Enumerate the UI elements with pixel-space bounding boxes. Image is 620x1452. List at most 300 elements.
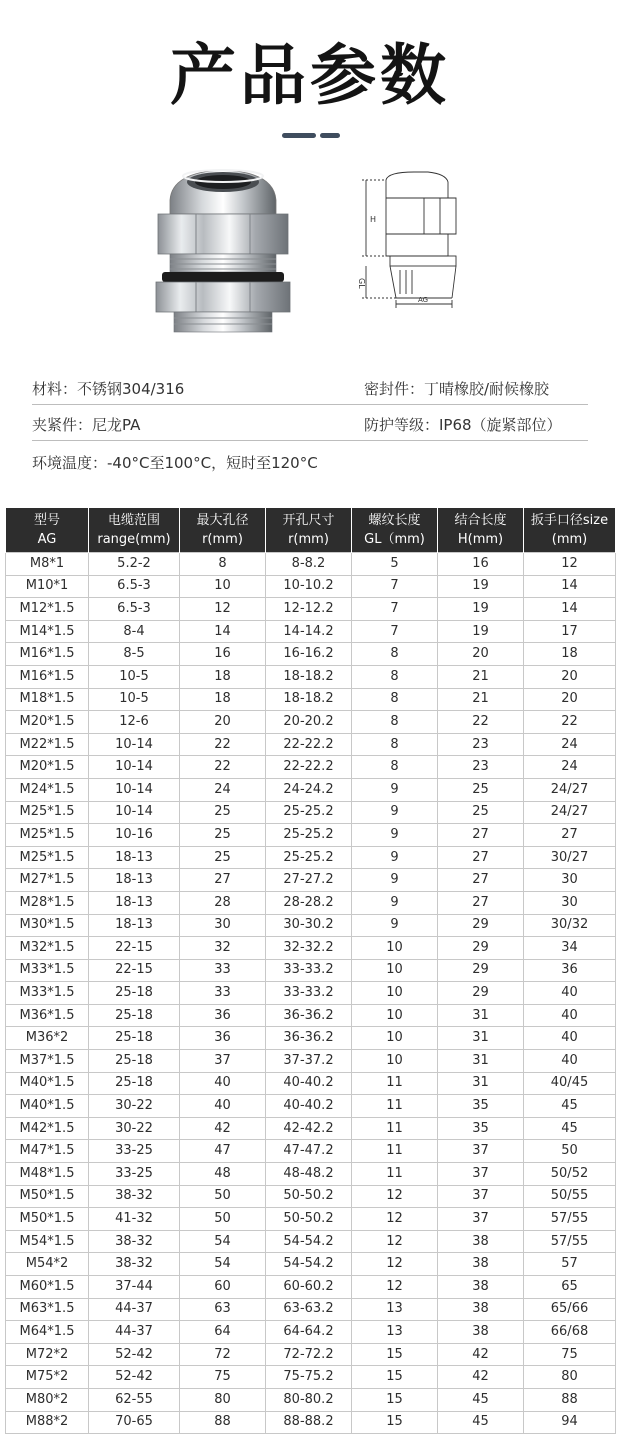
table-cell: 38-32 xyxy=(89,1185,180,1208)
table-cell: 60-60.2 xyxy=(266,1276,352,1299)
table-cell: 12 xyxy=(352,1208,438,1231)
table-cell: 9 xyxy=(352,914,438,937)
table-cell: 50 xyxy=(180,1185,266,1208)
header-max-hole: 最大孔径 r(mm) xyxy=(180,508,266,553)
spec-material: 材料：不锈钢304/316 xyxy=(32,380,185,398)
table-cell: M42*1.5 xyxy=(6,1117,89,1140)
table-cell: M25*1.5 xyxy=(6,801,89,824)
table-cell: 36 xyxy=(524,959,616,982)
table-cell: 22-15 xyxy=(89,959,180,982)
table-row xyxy=(6,846,616,869)
table-row xyxy=(6,778,616,801)
table-cell: 10 xyxy=(352,982,438,1005)
table-cell: 66/68 xyxy=(524,1321,616,1344)
table-cell: 7 xyxy=(352,598,438,621)
table-cell: 64-64.2 xyxy=(266,1321,352,1344)
table-cell: 20 xyxy=(524,665,616,688)
table-row xyxy=(6,1230,616,1253)
table-cell: M36*1.5 xyxy=(6,1004,89,1027)
table-cell: 7 xyxy=(352,575,438,598)
table-cell: M27*1.5 xyxy=(6,869,89,892)
table-cell: M12*1.5 xyxy=(6,598,89,621)
table-cell: 22 xyxy=(438,711,524,734)
table-cell: 8-4 xyxy=(89,620,180,643)
table-cell: M63*1.5 xyxy=(6,1298,89,1321)
table-cell: 16 xyxy=(180,643,266,666)
table-cell: 10 xyxy=(352,1027,438,1050)
table-cell: M47*1.5 xyxy=(6,1140,89,1163)
table-cell: 15 xyxy=(352,1343,438,1366)
table-cell: M25*1.5 xyxy=(6,846,89,869)
table-cell: 23 xyxy=(438,756,524,779)
table-cell: M22*1.5 xyxy=(6,733,89,756)
table-cell: 75-75.2 xyxy=(266,1366,352,1389)
table-cell: 42-42.2 xyxy=(266,1117,352,1140)
table-cell: 10-16 xyxy=(89,824,180,847)
table-cell: 11 xyxy=(352,1140,438,1163)
table-cell: 20 xyxy=(438,643,524,666)
table-row xyxy=(6,1050,616,1073)
table-cell: 24/27 xyxy=(524,778,616,801)
table-cell: 12 xyxy=(180,598,266,621)
table-cell: 80 xyxy=(180,1388,266,1411)
table-cell: 88-88.2 xyxy=(266,1411,352,1434)
table-cell: 22 xyxy=(524,711,616,734)
spec-row xyxy=(32,452,588,476)
table-cell: M16*1.5 xyxy=(6,665,89,688)
table-row xyxy=(6,756,616,779)
table-cell: 10 xyxy=(180,575,266,598)
table-cell: 47-47.2 xyxy=(266,1140,352,1163)
table-cell: 31 xyxy=(438,1004,524,1027)
table-cell: 38-32 xyxy=(89,1230,180,1253)
table-cell: 19 xyxy=(438,598,524,621)
table-cell: 8 xyxy=(352,643,438,666)
table-cell: M75*2 xyxy=(6,1366,89,1389)
table-cell: 8 xyxy=(180,553,266,576)
table-cell: 70-65 xyxy=(89,1411,180,1434)
table-cell: 19 xyxy=(438,620,524,643)
header-joint-length: 结合长度 H(mm) xyxy=(438,508,524,553)
table-row xyxy=(6,1027,616,1050)
table-cell: 36-36.2 xyxy=(266,1027,352,1050)
title-underline-accent xyxy=(282,133,316,138)
table-cell: 16-16.2 xyxy=(266,643,352,666)
gl-label: GL xyxy=(357,278,366,289)
table-row xyxy=(6,1140,616,1163)
table-cell: 6.5-3 xyxy=(89,598,180,621)
table-cell: 30 xyxy=(524,869,616,892)
table-row xyxy=(6,575,616,598)
table-cell: 20 xyxy=(524,688,616,711)
table-cell: 28 xyxy=(180,891,266,914)
table-cell: 7 xyxy=(352,620,438,643)
header-wrench-size: 扳手口径size (mm) xyxy=(524,508,616,553)
table-cell: 50/55 xyxy=(524,1185,616,1208)
table-cell: 18-18.2 xyxy=(266,665,352,688)
table-row xyxy=(6,1072,616,1095)
table-cell: 30/32 xyxy=(524,914,616,937)
table-row xyxy=(6,1208,616,1231)
table-cell: 9 xyxy=(352,824,438,847)
table-cell: M50*1.5 xyxy=(6,1208,89,1231)
table-cell: M36*2 xyxy=(6,1027,89,1050)
table-cell: 9 xyxy=(352,846,438,869)
table-cell: M40*1.5 xyxy=(6,1072,89,1095)
table-cell: M64*1.5 xyxy=(6,1321,89,1344)
table-cell: 25 xyxy=(180,801,266,824)
spec-table xyxy=(5,508,616,1434)
table-row xyxy=(6,937,616,960)
table-cell: 30-30.2 xyxy=(266,914,352,937)
table-cell: 52-42 xyxy=(89,1343,180,1366)
table-cell: M72*2 xyxy=(6,1343,89,1366)
table-cell: 29 xyxy=(438,914,524,937)
table-row xyxy=(6,982,616,1005)
table-cell: M8*1 xyxy=(6,553,89,576)
table-cell: 40-40.2 xyxy=(266,1072,352,1095)
header-thread-length: 螺纹长度 GL（mm) xyxy=(352,508,438,553)
table-cell: 44-37 xyxy=(89,1321,180,1344)
table-row xyxy=(6,1095,616,1118)
table-cell: 30-22 xyxy=(89,1117,180,1140)
table-cell: 48 xyxy=(180,1163,266,1186)
table-cell: 38 xyxy=(438,1298,524,1321)
table-cell: 27 xyxy=(438,846,524,869)
table-cell: 15 xyxy=(352,1388,438,1411)
table-cell: 25-18 xyxy=(89,1027,180,1050)
table-cell: M28*1.5 xyxy=(6,891,89,914)
table-row xyxy=(6,1343,616,1366)
table-cell: M25*1.5 xyxy=(6,824,89,847)
table-cell: 30-22 xyxy=(89,1095,180,1118)
table-cell: 11 xyxy=(352,1072,438,1095)
spec-clamp: 夹紧件：尼龙PA xyxy=(32,416,141,434)
table-cell: 63-63.2 xyxy=(266,1298,352,1321)
table-cell: 42 xyxy=(180,1117,266,1140)
table-cell: M80*2 xyxy=(6,1388,89,1411)
table-cell: 24/27 xyxy=(524,801,616,824)
title-underline-accent-short xyxy=(320,133,340,138)
table-cell: 35 xyxy=(438,1095,524,1118)
table-cell: 18-13 xyxy=(89,914,180,937)
table-cell: 38 xyxy=(438,1276,524,1299)
table-cell: 35 xyxy=(438,1117,524,1140)
table-cell: 42 xyxy=(438,1366,524,1389)
table-cell: 19 xyxy=(438,575,524,598)
table-cell: 8-8.2 xyxy=(266,553,352,576)
table-cell: 33-33.2 xyxy=(266,982,352,1005)
table-cell: 25-25.2 xyxy=(266,801,352,824)
table-cell: M10*1 xyxy=(6,575,89,598)
spec-seal: 密封件：丁晴橡胶/耐候橡胶 xyxy=(364,380,550,398)
table-cell: 33 xyxy=(180,982,266,1005)
table-cell: 14 xyxy=(180,620,266,643)
table-row xyxy=(6,824,616,847)
table-cell: 62-55 xyxy=(89,1388,180,1411)
table-cell: 18 xyxy=(180,688,266,711)
table-cell: 28-28.2 xyxy=(266,891,352,914)
table-cell: 47 xyxy=(180,1140,266,1163)
table-cell: 30/27 xyxy=(524,846,616,869)
table-cell: 10-5 xyxy=(89,665,180,688)
table-cell: 29 xyxy=(438,959,524,982)
table-cell: 15 xyxy=(352,1411,438,1434)
table-cell: 10-14 xyxy=(89,778,180,801)
height-label: H xyxy=(370,215,377,224)
table-cell: 25-18 xyxy=(89,1072,180,1095)
table-cell: 12 xyxy=(352,1253,438,1276)
table-cell: 18-13 xyxy=(89,846,180,869)
table-cell: 8 xyxy=(352,688,438,711)
table-cell: 80 xyxy=(524,1366,616,1389)
table-cell: 14-14.2 xyxy=(266,620,352,643)
table-row xyxy=(6,959,616,982)
table-cell: 11 xyxy=(352,1163,438,1186)
table-cell: 27 xyxy=(438,891,524,914)
table-cell: 30 xyxy=(524,891,616,914)
table-row xyxy=(6,1276,616,1299)
table-cell: M20*1.5 xyxy=(6,711,89,734)
table-cell: 5.2-2 xyxy=(89,553,180,576)
table-cell: 22-22.2 xyxy=(266,756,352,779)
table-header-row xyxy=(6,508,616,553)
table-cell: 72-72.2 xyxy=(266,1343,352,1366)
divider xyxy=(32,440,588,441)
table-body xyxy=(6,553,616,1434)
table-cell: M32*1.5 xyxy=(6,937,89,960)
table-cell: 20-20.2 xyxy=(266,711,352,734)
table-cell: 10 xyxy=(352,937,438,960)
spec-temperature: 环境温度：-40°C至100°C，短时至120°C xyxy=(32,454,318,472)
table-cell: 21 xyxy=(438,688,524,711)
table-cell: 10-14 xyxy=(89,756,180,779)
table-cell: 14 xyxy=(524,575,616,598)
table-cell: 14 xyxy=(524,598,616,621)
table-cell: 80-80.2 xyxy=(266,1388,352,1411)
table-cell: 27 xyxy=(438,869,524,892)
table-cell: 11 xyxy=(352,1095,438,1118)
table-cell: M88*2 xyxy=(6,1411,89,1434)
table-cell: 40 xyxy=(524,1050,616,1073)
table-cell: 36 xyxy=(180,1004,266,1027)
table-cell: 10-5 xyxy=(89,688,180,711)
table-row xyxy=(6,891,616,914)
table-cell: 9 xyxy=(352,778,438,801)
table-cell: 22-22.2 xyxy=(266,733,352,756)
table-cell: 50/52 xyxy=(524,1163,616,1186)
table-cell: M60*1.5 xyxy=(6,1276,89,1299)
table-cell: 65 xyxy=(524,1276,616,1299)
table-row xyxy=(6,914,616,937)
table-cell: 36 xyxy=(180,1027,266,1050)
table-cell: M33*1.5 xyxy=(6,982,89,1005)
table-cell: 24 xyxy=(524,756,616,779)
header-cable-range: 电缆范围 range(mm) xyxy=(89,508,180,553)
table-cell: 31 xyxy=(438,1072,524,1095)
table-cell: 37 xyxy=(438,1140,524,1163)
table-cell: 10 xyxy=(352,1004,438,1027)
table-cell: 22 xyxy=(180,733,266,756)
table-cell: M14*1.5 xyxy=(6,620,89,643)
table-cell: 6.5-3 xyxy=(89,575,180,598)
header-cutout-size: 开孔尺寸 r(mm) xyxy=(266,508,352,553)
table-cell: 10-14 xyxy=(89,801,180,824)
table-cell: 5 xyxy=(352,553,438,576)
table-row xyxy=(6,665,616,688)
table-cell: 25 xyxy=(438,778,524,801)
table-cell: 12 xyxy=(352,1276,438,1299)
table-cell: 33 xyxy=(180,959,266,982)
table-cell: 33-25 xyxy=(89,1163,180,1186)
table-cell: 60 xyxy=(180,1276,266,1299)
table-cell: 44-37 xyxy=(89,1298,180,1321)
table-cell: 8 xyxy=(352,733,438,756)
table-cell: 25-18 xyxy=(89,982,180,1005)
table-cell: 13 xyxy=(352,1321,438,1344)
table-cell: M54*2 xyxy=(6,1253,89,1276)
table-cell: 34 xyxy=(524,937,616,960)
page-title: 产品参数 xyxy=(170,37,450,114)
table-cell: 24 xyxy=(524,733,616,756)
table-cell: 22 xyxy=(180,756,266,779)
table-cell: 25-25.2 xyxy=(266,846,352,869)
table-cell: 12 xyxy=(352,1185,438,1208)
table-cell: 45 xyxy=(438,1388,524,1411)
table-cell: 37 xyxy=(438,1185,524,1208)
table-cell: 75 xyxy=(180,1366,266,1389)
table-cell: M48*1.5 xyxy=(6,1163,89,1186)
table-cell: 31 xyxy=(438,1050,524,1073)
table-cell: 54-54.2 xyxy=(266,1253,352,1276)
table-cell: M33*1.5 xyxy=(6,959,89,982)
table-cell: 57 xyxy=(524,1253,616,1276)
table-cell: 25-25.2 xyxy=(266,824,352,847)
table-cell: 21 xyxy=(438,665,524,688)
table-cell: 8 xyxy=(352,711,438,734)
table-cell: 18-13 xyxy=(89,869,180,892)
table-cell: 38 xyxy=(438,1230,524,1253)
spec-row xyxy=(32,414,588,438)
table-cell: 37-37.2 xyxy=(266,1050,352,1073)
spec-protection: 防护等级：IP68（旋紧部位） xyxy=(364,416,562,434)
table-row xyxy=(6,1163,616,1186)
table-cell: 75 xyxy=(524,1343,616,1366)
table-row xyxy=(6,1411,616,1434)
table-cell: 54 xyxy=(180,1230,266,1253)
table-row xyxy=(6,1298,616,1321)
table-cell: 38 xyxy=(438,1253,524,1276)
table-cell: 63 xyxy=(180,1298,266,1321)
table-cell: 15 xyxy=(352,1366,438,1389)
table-cell: 42 xyxy=(438,1343,524,1366)
table-cell: 72 xyxy=(180,1343,266,1366)
table-cell: 88 xyxy=(180,1411,266,1434)
table-cell: 57/55 xyxy=(524,1208,616,1231)
table-row xyxy=(6,733,616,756)
table-cell: 12 xyxy=(352,1230,438,1253)
table-cell: 9 xyxy=(352,891,438,914)
table-cell: 40/45 xyxy=(524,1072,616,1095)
table-cell: 40 xyxy=(524,1004,616,1027)
table-cell: 45 xyxy=(438,1411,524,1434)
table-cell: 50 xyxy=(524,1140,616,1163)
table-cell: 25 xyxy=(438,801,524,824)
table-row xyxy=(6,1366,616,1389)
table-cell: 37-44 xyxy=(89,1276,180,1299)
cable-gland-photo xyxy=(148,162,298,342)
table-cell: 37 xyxy=(438,1163,524,1186)
table-cell: 27 xyxy=(438,824,524,847)
table-cell: 12-12.2 xyxy=(266,598,352,621)
table-cell: 8-5 xyxy=(89,643,180,666)
table-cell: M16*1.5 xyxy=(6,643,89,666)
table-cell: 12 xyxy=(524,553,616,576)
table-cell: 16 xyxy=(438,553,524,576)
table-row xyxy=(6,869,616,892)
table-row xyxy=(6,688,616,711)
table-cell: 8 xyxy=(352,756,438,779)
table-row xyxy=(6,1185,616,1208)
table-cell: 10 xyxy=(352,959,438,982)
header-model: 型号 AG xyxy=(6,508,89,553)
table-cell: 94 xyxy=(524,1411,616,1434)
table-cell: 32-32.2 xyxy=(266,937,352,960)
table-row xyxy=(6,643,616,666)
table-cell: M54*1.5 xyxy=(6,1230,89,1253)
table-cell: M30*1.5 xyxy=(6,914,89,937)
table-cell: 24 xyxy=(180,778,266,801)
table-cell: 18-13 xyxy=(89,891,180,914)
table-cell: 9 xyxy=(352,869,438,892)
table-cell: 65/66 xyxy=(524,1298,616,1321)
table-cell: 27 xyxy=(524,824,616,847)
table-cell: 40 xyxy=(180,1072,266,1095)
table-cell: 27 xyxy=(180,869,266,892)
table-row xyxy=(6,1004,616,1027)
table-row xyxy=(6,1388,616,1411)
table-cell: M20*1.5 xyxy=(6,756,89,779)
table-cell: 30 xyxy=(180,914,266,937)
table-cell: 88 xyxy=(524,1388,616,1411)
table-cell: M37*1.5 xyxy=(6,1050,89,1073)
table-cell: 10-10.2 xyxy=(266,575,352,598)
divider xyxy=(32,404,588,405)
table-cell: 9 xyxy=(352,801,438,824)
table-row xyxy=(6,553,616,576)
table-cell: 54 xyxy=(180,1253,266,1276)
ag-label: AG xyxy=(418,296,429,304)
table-cell: 24-24.2 xyxy=(266,778,352,801)
table-cell: 18 xyxy=(180,665,266,688)
table-cell: 45 xyxy=(524,1095,616,1118)
spec-row xyxy=(32,378,588,402)
table-cell: M24*1.5 xyxy=(6,778,89,801)
table-cell: 54-54.2 xyxy=(266,1230,352,1253)
table-cell: 64 xyxy=(180,1321,266,1344)
table-cell: 45 xyxy=(524,1117,616,1140)
table-cell: 36-36.2 xyxy=(266,1004,352,1027)
table-cell: 23 xyxy=(438,733,524,756)
table-cell: 38 xyxy=(438,1321,524,1344)
table-cell: 13 xyxy=(352,1298,438,1321)
table-cell: 10 xyxy=(352,1050,438,1073)
table-cell: 31 xyxy=(438,1027,524,1050)
table-cell: 40-40.2 xyxy=(266,1095,352,1118)
table-cell: 22-15 xyxy=(89,937,180,960)
table-row xyxy=(6,1253,616,1276)
table-cell: 40 xyxy=(180,1095,266,1118)
